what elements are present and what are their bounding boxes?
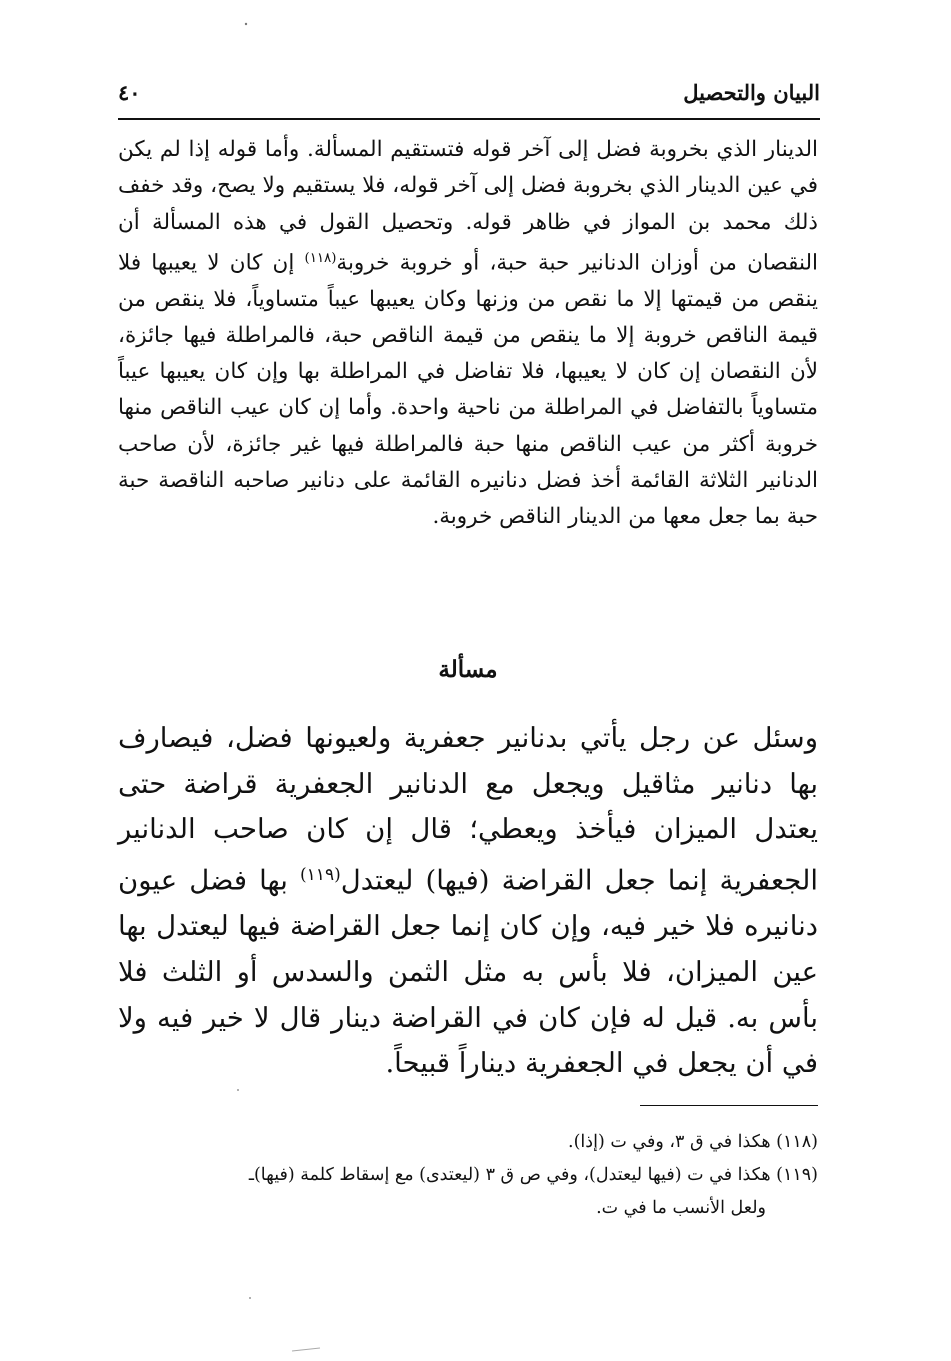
section-heading: مسألة: [438, 656, 498, 683]
paragraph-2: [118, 716, 818, 1087]
footnote-ref-118: (١١٨): [304, 250, 337, 266]
footnote-119-continuation: ولعل الأنسب ما في ت.: [596, 1198, 766, 1218]
page-header: [118, 78, 820, 112]
paragraph-2-part-b: بها فضل عيون دنانيره فلا خير فيه، وإن كان إنما جعل القراضة فيها ليعتدل بها عين الميزان، فلا بأس به مثل الثمن والسدس أو الثلث فلا بأس به. قيل له فإن كان في القراضة دينار قال لا خير فيه ولا في أن يجعل في الجعفرية ديناراً قبيحاً.: [118, 864, 818, 1080]
footnote-rule: [640, 1105, 818, 1106]
main-text: [118, 132, 818, 536]
paragraph-1-part-b: إن كان لا يعيبها فلا ينقص من قيمتها إلا ما نقص من وزنها وكان يعيبها عيباً متساوياً، فلا ينقص من قيمة الناقص خروبة إلا ما ينقص من قيمة الناقص حبة، فالمراطلة فيها جائزة، لأن النقصان إن كان لا يعيبها، فلا تفاضل في المراطلة بها وإن كان يعيبها عيباً متساوياً بالتفاضل في المراطلة من ناحية واحدة. وأما إن كان عيب الناقص منها خروبة أكثر من عيب الناقص منها حبة فالمراطلة فيها غير جائزة، لأن صاحب الدنانير الثلاثة القائمة أخذ فضل دنانيره القائمة على دنانير صاحبه الناقصة حبة حبة بما جعل معها من الدينار الناقص خروبة.: [118, 250, 818, 530]
paragraph-1-part-a: الدينار الذي بخروبة فضل إلى آخر قوله فتستقيم المسألة. وأما قوله إذا لم يكن في عين الدينار الذي بخروبة فضل إلى آخر قوله، فلا يستقيم ولا يصح، وقد خفف ذلك محمد بن المواز في ظاهر قوله. وتحصيل القول في هذه المسألة أن النقصان من أوزان الدنانير حبة حبة، أو خروبة خروبة: [118, 137, 819, 276]
question-text: [118, 716, 818, 1087]
footnote-ref-119: (١١٩): [300, 865, 341, 886]
header-rule: [118, 118, 820, 120]
paragraph-2-part-a: وسئل عن رجل يأتي بدنانير جعفرية ولعيونها فضل، فيصارف بها دنانير مثاقيل ويجعل مع الدنانير الجعفرية قراضة حتى يعتدل الميزان فيأخذ ويعطي؛ قال إن كان صاحب الدنانير الجعفرية إنما جعل القراضة (فيها) ليعتدل: [118, 722, 818, 897]
footnote-119: (١١٩) هكذا في ت (فيها ليعتدل)، وفي ص ق ٣ (ليعتدى) مع إسقاط كلمة (فيها)ـ: [248, 1165, 818, 1185]
paragraph-1: [118, 132, 818, 536]
footnotes: [118, 1126, 818, 1225]
running-title: البيان والتحصيل: [683, 80, 820, 105]
footnote-118: (١١٨) هكذا في ق ٣، وفي ت (إذا).: [568, 1132, 818, 1152]
page-number: ٤٠: [118, 80, 141, 105]
